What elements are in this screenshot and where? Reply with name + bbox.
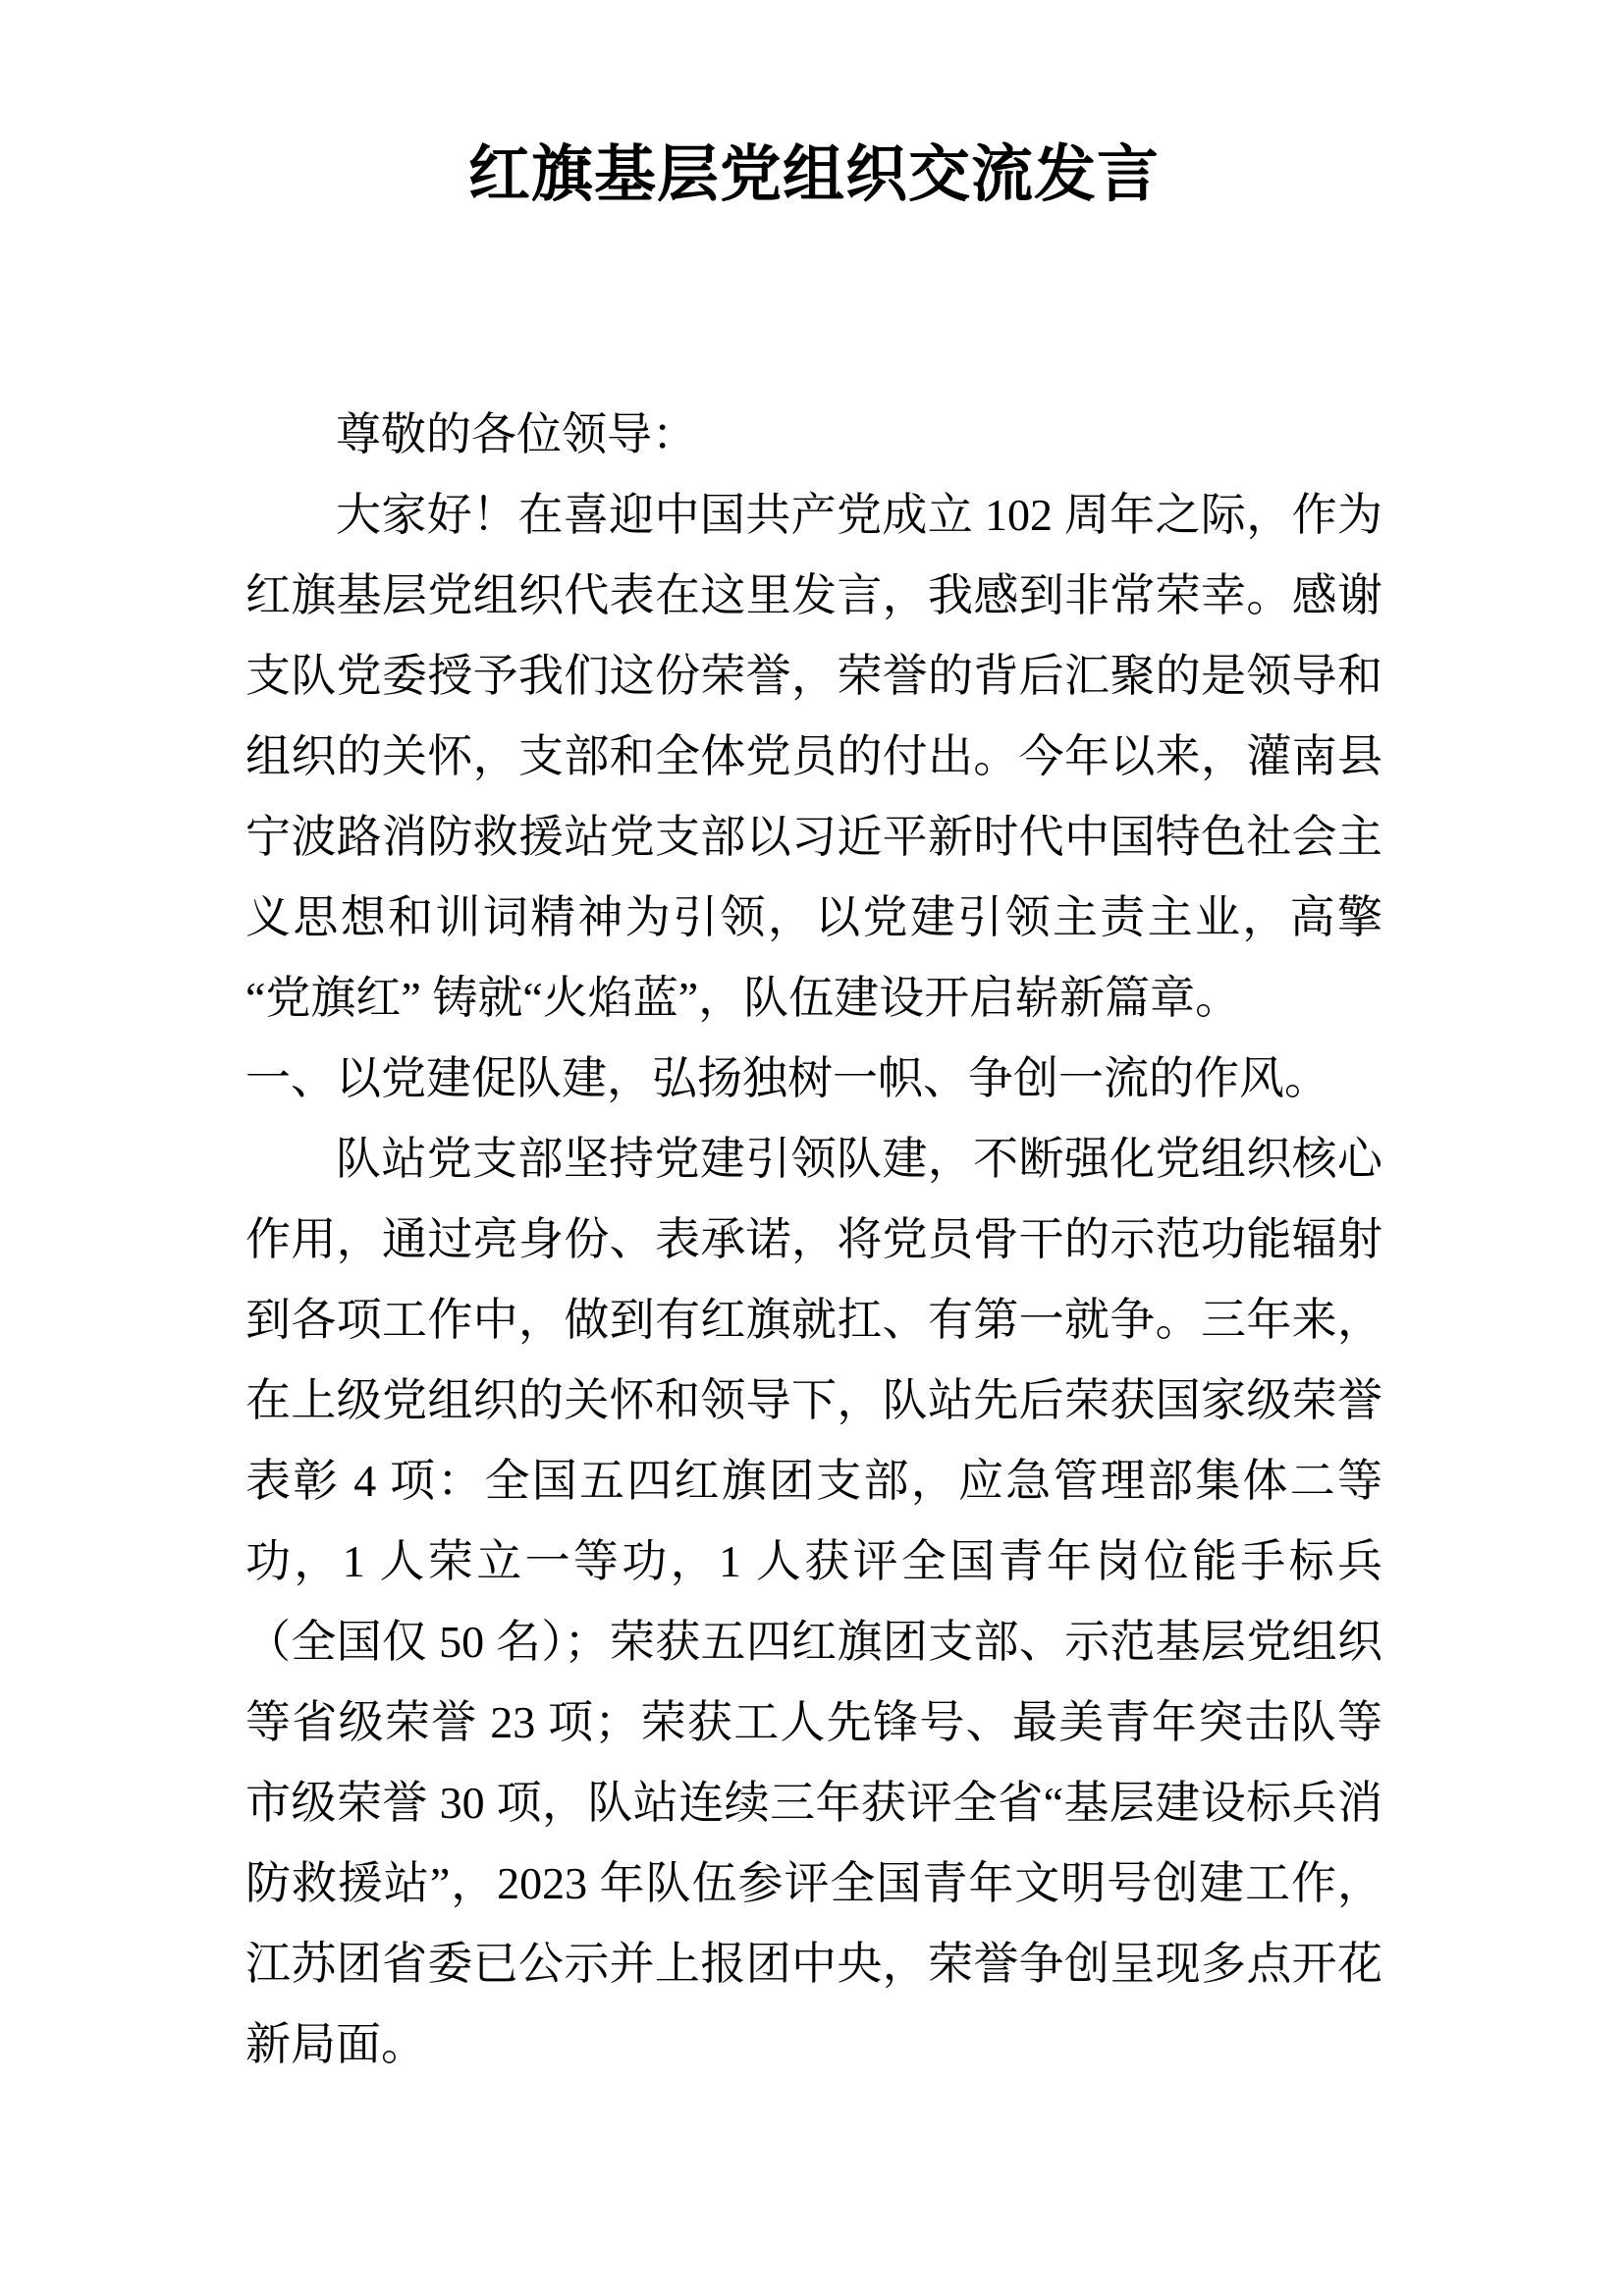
salutation-line: 尊敬的各位领导： [336, 409, 697, 459]
document-title: 红旗基层党组织交流发言 [468, 140, 1160, 209]
section-heading: 一、以党建促队建，弘扬独树一帜、争创一流的作风。 [245, 1053, 1329, 1103]
document-body [245, 395, 1382, 2085]
body-paragraph: 大家好！在喜迎中国共产党成立 102 周年之际，作为红旗基层党组织代表在这里发言，我感到非常荣幸。感谢支队党委授予我们这份荣誉，荣誉的背后汇聚的是领导和组织的关怀，支部和全体党员的付出。今年以来，灌南县宁波路消防救援站党支部以习近平新时代中国特色社会主义思想和训词精神为引领，以党建引领主责主业，高擎“党旗红” 铸就“火焰蓝”，队伍建设开启崭新篇章。 [245, 490, 1382, 1023]
body-paragraph: 队站党支部坚持党建引领队建，不断强化党组织核心作用，通过亮身份、表承诺，将党员骨干的示范功能辐射到各项工作中，做到有红旗就扛、有第一就争。三年来，在上级党组织的关怀和领导下，队站先后荣获国家级荣誉表彰 4 项：全国五四红旗团支部，应急管理部集体二等功，1 人荣立一等功，1 人获评全国青年岗位能手标兵（全国仅 50 名）；荣获五四红旗团支部、示范基层党组织等省级荣誉 23 项；荣获工人先锋号、最美青年突击队等市级荣誉 30 项，队站连续三年获评全省“基层建设标兵消防救援站”，2023 年队伍参评全国青年文明号创建工作，江苏团省委已公示并上报团中央，荣誉争创呈现多点开花新局面。 [245, 1134, 1382, 2069]
